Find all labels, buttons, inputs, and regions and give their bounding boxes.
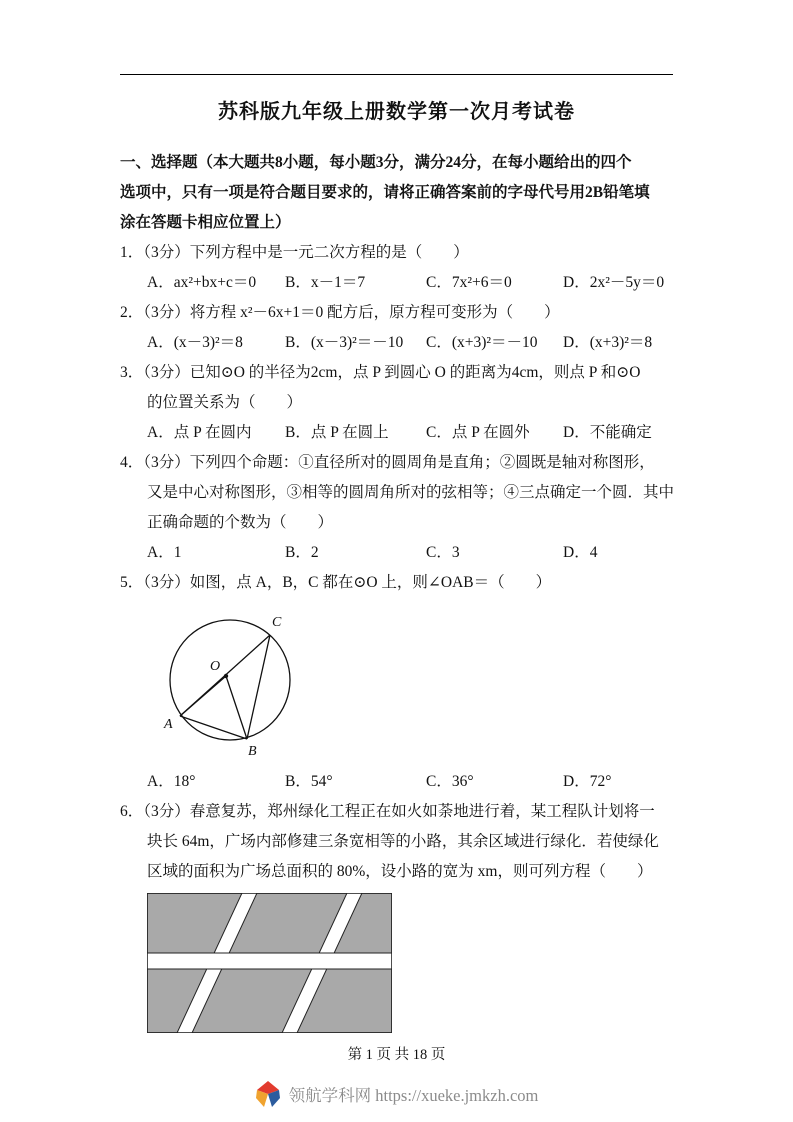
site-footer-text: 领航学科网 https://xueke.jmkzh.com — [288, 1086, 539, 1105]
horizontal-path — [147, 953, 392, 969]
top-rule — [120, 74, 673, 75]
site-logo-icon — [255, 1080, 281, 1108]
q4-stem-line-2: 又是中心对称图形，③相等的圆周角所对的弦相等；④三点确定一个圆．其中 — [147, 484, 675, 501]
page-title: 苏科版九年级上册数学第一次月考试卷 — [218, 101, 575, 123]
q3-stem-line-2: 的位置关系为（ ） — [147, 394, 303, 411]
chord-BC — [247, 635, 270, 739]
q2-stem: 2．（3分）将方程 x²－6x+1＝0 配方后，原方程可变形为（ ） — [120, 304, 560, 321]
q5-option-c: C．36° — [426, 773, 474, 790]
center-dot — [224, 674, 228, 678]
q5-options — [120, 767, 673, 797]
q1-option-a: A．ax²+bx+c＝0 — [147, 274, 257, 291]
q3-option-b: B．点 P 在圆上 — [285, 424, 389, 441]
q5-circle-figure — [142, 602, 673, 765]
q6-stem-line-2: 块长 64m，广场内部修建三条宽相等的小路，其余区域进行绿化．若使绿化 — [147, 833, 659, 850]
radius-OB — [226, 676, 247, 739]
q5-option-a: A．18° — [147, 773, 196, 790]
q4-option-b: B．2 — [285, 544, 319, 561]
q6-lawn-diagram — [147, 893, 392, 1033]
q5-option-d: D．72° — [563, 773, 612, 790]
q2-options — [120, 328, 673, 358]
q2-option-d: D．(x+3)²＝8 — [563, 334, 653, 351]
chord-AB — [180, 716, 247, 739]
q2-option-a: A．(x－3)²＝8 — [147, 334, 243, 351]
q5-option-b: B．54° — [285, 773, 333, 790]
page-content — [120, 74, 673, 1038]
section-header-line-3: 涂在答题卡相应位置上） — [120, 214, 291, 231]
q3-option-c: C．点 P 在圆外 — [426, 424, 530, 441]
q3-option-d: D．不能确定 — [563, 424, 652, 441]
q1-option-d: D．2x²－5y＝0 — [563, 274, 665, 291]
q4-options — [120, 538, 673, 568]
q6-stem-line-1: 6．（3分）春意复苏，郑州绿化工程正在如火如荼地进行着，某工程队计划将一 — [120, 803, 655, 820]
q5-stem: 5．（3分）如图，点 A，B，C 都在⊙O 上，则∠OAB＝（ ） — [120, 574, 552, 591]
q3-stem-line-1: 3．（3分）已知⊙O 的半径为2cm，点 P 到圆心 O 的距离为4cm，则点 P 和⊙O — [120, 364, 641, 381]
q1-option-b: B．x－1＝7 — [285, 274, 366, 291]
q6-stem-line-3: 区域的面积为广场总面积的 80%，设小路的宽为 xm，则可列方程（ ） — [147, 863, 653, 880]
q4-stem-line-3: 正确命题的个数为（ ） — [147, 514, 334, 531]
page-number: 第 1 页 共 18 页 — [347, 1047, 446, 1063]
q5-circle-diagram — [142, 602, 322, 760]
label-A: A — [164, 717, 173, 732]
q3-option-a: A．点 P 在圆内 — [147, 424, 252, 441]
section-header-line-2: 选项中，只有一项是符合题目要求的，请将正确答案前的字母代号用2B铅笔填 — [120, 184, 650, 201]
q1-options — [120, 268, 673, 298]
label-O: O — [210, 659, 221, 674]
q1-stem: 1．（3分）下列方程中是一元二次方程的是（ ） — [120, 244, 469, 261]
label-C: C — [272, 615, 282, 630]
q2-option-b: B．(x－3)²＝－10 — [285, 334, 404, 351]
radius-OA — [180, 676, 226, 716]
q3-options — [120, 418, 673, 448]
q4-option-c: C．3 — [426, 544, 460, 561]
q4-option-a: A．1 — [147, 544, 182, 561]
section-header-line-1: 一、选择题（本大题共8小题，每小题3分，满分24分，在每小题给出的四个 — [120, 154, 632, 171]
site-footer — [0, 1080, 793, 1108]
q4-option-d: D．4 — [563, 544, 598, 561]
q1-option-c: C．7x²+6＝0 — [426, 274, 512, 291]
circle-O — [170, 620, 290, 740]
q4-stem-line-1: 4．（3分）下列四个命题：①直径所对的圆周角是直角；②圆既是轴对称图形， — [120, 454, 655, 471]
q2-option-c: C．(x+3)²＝－10 — [426, 334, 538, 351]
q6-paths-figure — [147, 893, 673, 1038]
label-B: B — [248, 744, 257, 759]
